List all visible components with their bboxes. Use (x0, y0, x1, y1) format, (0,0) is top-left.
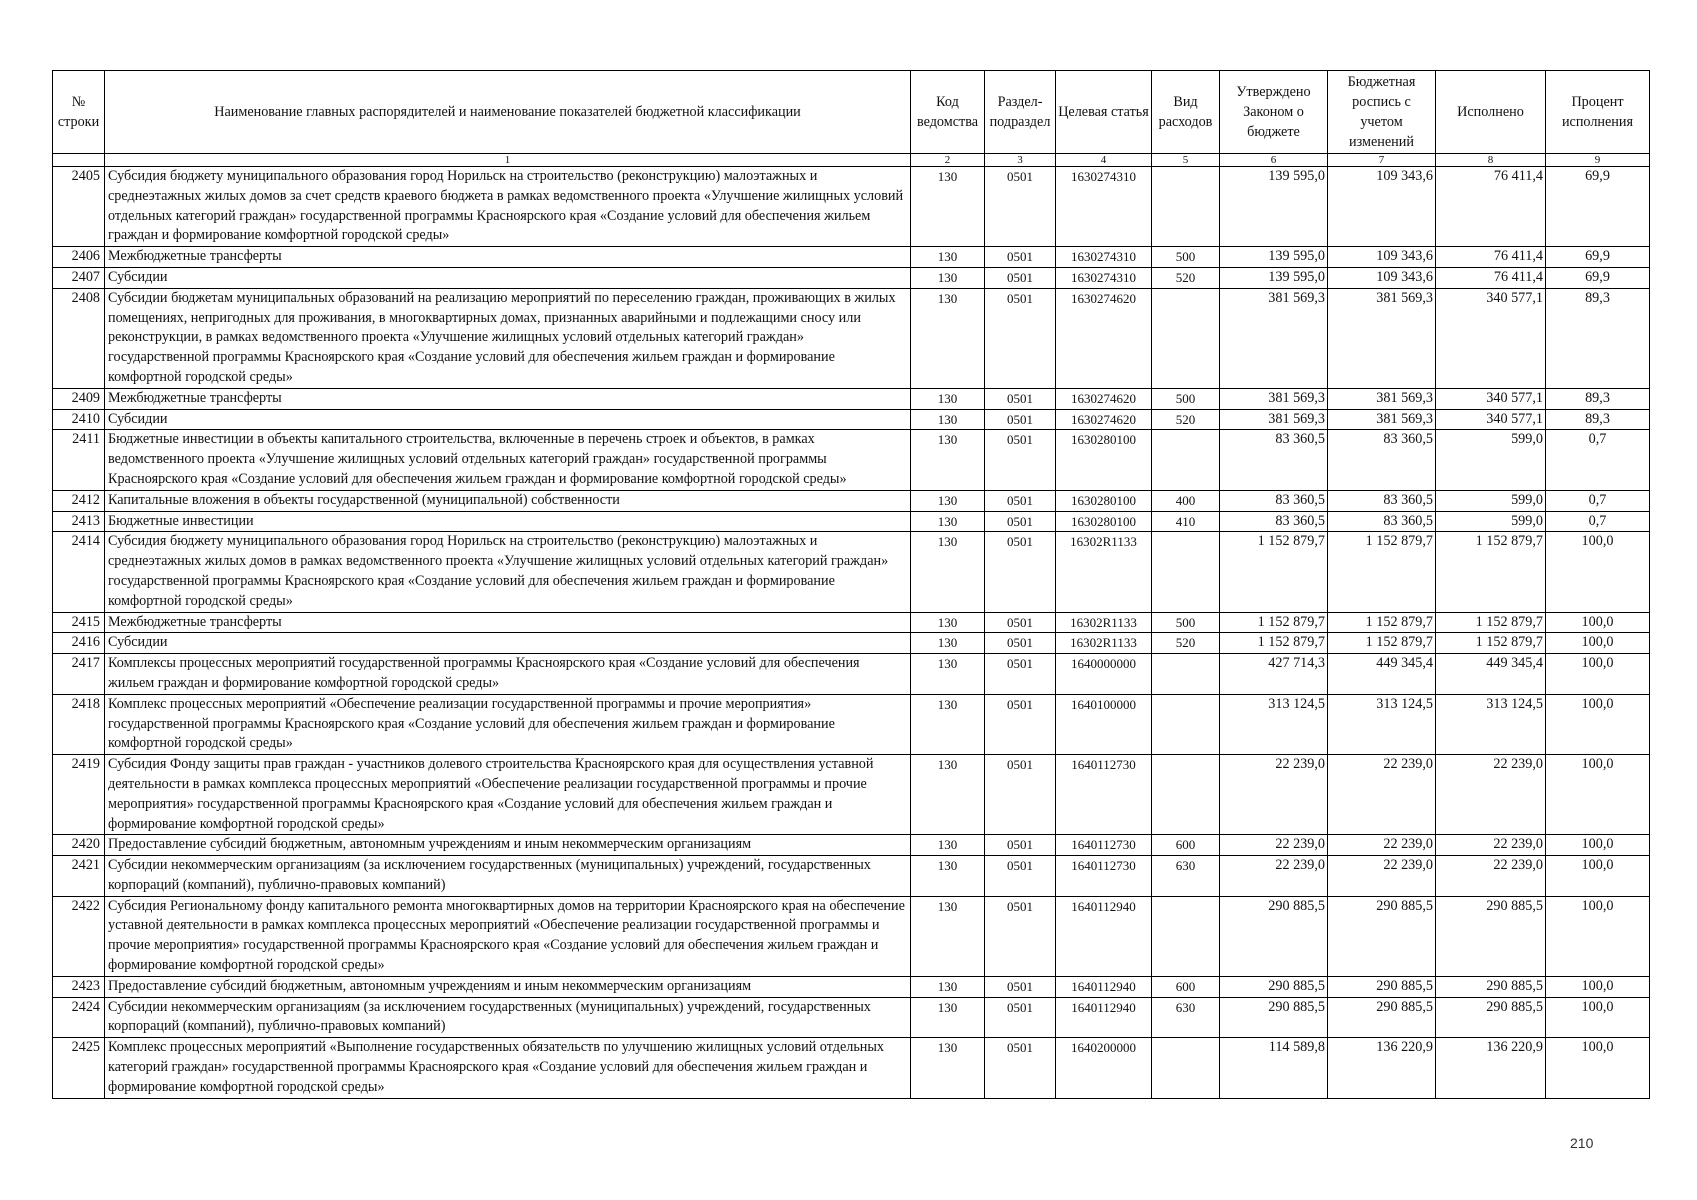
table-row (53, 896, 1650, 976)
column-number (53, 154, 105, 167)
schedule-amount: 109 343,6 (1328, 167, 1436, 247)
target-article: 1640112730 (1056, 835, 1152, 856)
expense-type (1152, 755, 1220, 835)
row-number: 2407 (53, 267, 105, 288)
table-row (53, 430, 1650, 490)
expense-type: 600 (1152, 976, 1220, 997)
column-number: 2 (911, 154, 985, 167)
row-name: Субсидии (105, 633, 911, 654)
target-article: 1630274310 (1056, 167, 1152, 247)
table-row (53, 167, 1650, 247)
target-article: 1640112730 (1056, 856, 1152, 897)
percent-executed: 100,0 (1546, 896, 1650, 976)
row-name: Межбюджетные трансферты (105, 612, 911, 633)
expense-type: 400 (1152, 490, 1220, 511)
row-name: Межбюджетные трансферты (105, 247, 911, 268)
department-code: 130 (911, 694, 985, 754)
row-name: Субсидия бюджету муниципального образования город Норильск на строительство (реконструкцию) малоэтажных и среднеэтажных жилых домов в рамках ведомственного проекта «Улучшение жилищных условий отдельных категорий граждан» государственной программы Красноярского края «Создание условий для обеспечения жильем граждан и формирование комфортной городской среды» (105, 532, 911, 612)
executed-amount: 290 885,5 (1436, 976, 1546, 997)
expense-type: 630 (1152, 997, 1220, 1038)
table-body (53, 167, 1650, 1099)
department-code: 130 (911, 511, 985, 532)
schedule-amount: 83 360,5 (1328, 490, 1436, 511)
row-number: 2419 (53, 755, 105, 835)
department-code: 130 (911, 490, 985, 511)
expense-type (1152, 532, 1220, 612)
section-code: 0501 (985, 654, 1056, 695)
expense-type (1152, 430, 1220, 490)
percent-executed: 100,0 (1546, 856, 1650, 897)
expense-type (1152, 654, 1220, 695)
row-name: Капитальные вложения в объекты государственной (муниципальной) собственности (105, 490, 911, 511)
row-number: 2405 (53, 167, 105, 247)
executed-amount: 1 152 879,7 (1436, 612, 1546, 633)
executed-amount: 1 152 879,7 (1436, 633, 1546, 654)
approved-amount: 381 569,3 (1220, 388, 1328, 409)
executed-amount: 599,0 (1436, 511, 1546, 532)
target-article: 1640112940 (1056, 997, 1152, 1038)
percent-executed: 0,7 (1546, 430, 1650, 490)
row-name: Комплекс процессных мероприятий «Обеспечение реализации государственной программы и прочие мероприятия» государственной программы Красноярского края «Создание условий для обеспечения жильем граждан и формирование комфортной городской среды» (105, 694, 911, 754)
department-code: 130 (911, 430, 985, 490)
column-number: 4 (1056, 154, 1152, 167)
approved-amount: 1 152 879,7 (1220, 532, 1328, 612)
expense-type: 520 (1152, 409, 1220, 430)
department-code: 130 (911, 409, 985, 430)
percent-executed: 100,0 (1546, 612, 1650, 633)
row-number: 2415 (53, 612, 105, 633)
executed-amount: 22 239,0 (1436, 856, 1546, 897)
row-number: 2425 (53, 1038, 105, 1098)
percent-executed: 69,9 (1546, 267, 1650, 288)
executed-amount: 340 577,1 (1436, 388, 1546, 409)
header-approved: Утверждено Законом о бюджете (1220, 71, 1328, 154)
executed-amount: 340 577,1 (1436, 288, 1546, 388)
approved-amount: 114 589,8 (1220, 1038, 1328, 1098)
schedule-amount: 22 239,0 (1328, 835, 1436, 856)
department-code: 130 (911, 654, 985, 695)
department-code: 130 (911, 267, 985, 288)
schedule-amount: 83 360,5 (1328, 430, 1436, 490)
schedule-amount: 381 569,3 (1328, 288, 1436, 388)
approved-amount: 381 569,3 (1220, 288, 1328, 388)
executed-amount: 449 345,4 (1436, 654, 1546, 695)
schedule-amount: 290 885,5 (1328, 896, 1436, 976)
expense-type: 500 (1152, 612, 1220, 633)
target-article: 16302R1133 (1056, 612, 1152, 633)
approved-amount: 290 885,5 (1220, 997, 1328, 1038)
table-row (53, 511, 1650, 532)
table-row (53, 247, 1650, 268)
executed-amount: 313 124,5 (1436, 694, 1546, 754)
row-number: 2422 (53, 896, 105, 976)
target-article: 1640112940 (1056, 896, 1152, 976)
target-article: 1630274310 (1056, 247, 1152, 268)
expense-type: 410 (1152, 511, 1220, 532)
section-code: 0501 (985, 490, 1056, 511)
schedule-amount: 381 569,3 (1328, 409, 1436, 430)
schedule-amount: 83 360,5 (1328, 511, 1436, 532)
department-code: 130 (911, 388, 985, 409)
section-code: 0501 (985, 388, 1056, 409)
row-number: 2423 (53, 976, 105, 997)
department-code: 130 (911, 288, 985, 388)
row-number: 2416 (53, 633, 105, 654)
table-row (53, 997, 1650, 1038)
schedule-amount: 290 885,5 (1328, 976, 1436, 997)
department-code: 130 (911, 896, 985, 976)
expense-type (1152, 288, 1220, 388)
target-article: 16302R1133 (1056, 532, 1152, 612)
schedule-amount: 22 239,0 (1328, 856, 1436, 897)
expense-type (1152, 896, 1220, 976)
department-code: 130 (911, 167, 985, 247)
section-code: 0501 (985, 409, 1056, 430)
row-name: Комплексы процессных мероприятий государственной программы Красноярского края «Создание условий для обеспечения жильем граждан и формирование комфортной городской среды» (105, 654, 911, 695)
header-target-article: Целевая статья (1056, 71, 1152, 154)
percent-executed: 89,3 (1546, 288, 1650, 388)
percent-executed: 0,7 (1546, 490, 1650, 511)
row-name: Субсидии бюджетам муниципальных образований на реализацию мероприятий по переселению граждан, проживающих в жилых помещениях, непригодных для проживания, в многоквартирных домах, признанных аварийными и подлежащими сносу или реконструкции, в рамках ведомственного проекта «Улучшение жилищных условий отдельных категорий граждан» государственной программы Красноярского края «Создание условий для обеспечения жильем граждан и формирование комфортной городской среды» (105, 288, 911, 388)
percent-executed: 89,3 (1546, 409, 1650, 430)
column-number: 6 (1220, 154, 1328, 167)
expense-type (1152, 694, 1220, 754)
percent-executed: 100,0 (1546, 633, 1650, 654)
table-row (53, 755, 1650, 835)
section-code: 0501 (985, 288, 1056, 388)
column-number: 5 (1152, 154, 1220, 167)
percent-executed: 0,7 (1546, 511, 1650, 532)
department-code: 130 (911, 612, 985, 633)
target-article: 1640100000 (1056, 694, 1152, 754)
row-number: 2424 (53, 997, 105, 1038)
approved-amount: 1 152 879,7 (1220, 633, 1328, 654)
section-code: 0501 (985, 694, 1056, 754)
target-article: 1640112730 (1056, 755, 1152, 835)
table-row (53, 490, 1650, 511)
schedule-amount: 290 885,5 (1328, 997, 1436, 1038)
expense-type: 600 (1152, 835, 1220, 856)
percent-executed: 100,0 (1546, 1038, 1650, 1098)
row-name: Субсидии некоммерческим организациям (за исключением государственных (муниципальных) учреждений, государственных корпораций (компаний), публично-правовых компаний) (105, 856, 911, 897)
expense-type: 500 (1152, 388, 1220, 409)
row-name: Бюджетные инвестиции (105, 511, 911, 532)
expense-type (1152, 167, 1220, 247)
department-code: 130 (911, 532, 985, 612)
section-code: 0501 (985, 532, 1056, 612)
section-code: 0501 (985, 167, 1056, 247)
approved-amount: 139 595,0 (1220, 267, 1328, 288)
row-number: 2417 (53, 654, 105, 695)
row-name: Субсидии (105, 267, 911, 288)
percent-executed: 100,0 (1546, 694, 1650, 754)
percent-executed: 100,0 (1546, 654, 1650, 695)
approved-amount: 83 360,5 (1220, 511, 1328, 532)
section-code: 0501 (985, 856, 1056, 897)
department-code: 130 (911, 247, 985, 268)
schedule-amount: 313 124,5 (1328, 694, 1436, 754)
row-number: 2418 (53, 694, 105, 754)
row-name: Субсидия бюджету муниципального образования город Норильск на строительство (реконструкцию) малоэтажных и среднеэтажных жилых домов за счет средств краевого бюджета в рамках ведомственного проекта «Улучшение жилищных условий отдельных категорий граждан» государственной программы Красноярского края «Создание условий для обеспечения жильем граждан и формирование комфортной городской среды» (105, 167, 911, 247)
executed-amount: 290 885,5 (1436, 997, 1546, 1038)
table-row (53, 654, 1650, 695)
department-code: 130 (911, 755, 985, 835)
schedule-amount: 449 345,4 (1328, 654, 1436, 695)
header-department-code: Код ведомства (911, 71, 985, 154)
executed-amount: 1 152 879,7 (1436, 532, 1546, 612)
header-budget-schedule: Бюджетная роспись с учетом изменений (1328, 71, 1436, 154)
target-article: 1630274620 (1056, 288, 1152, 388)
department-code: 130 (911, 976, 985, 997)
header-executed: Исполнено (1436, 71, 1546, 154)
row-name: Бюджетные инвестиции в объекты капитального строительства, включенные в перечень строек и объектов, в рамках ведомственного проекта «Улучшение жилищных условий отдельных категорий граждан» государственной программы Красноярского края «Создание условий для обеспечения жильем граждан и формирование комфортной городской среды» (105, 430, 911, 490)
executed-amount: 76 411,4 (1436, 247, 1546, 268)
schedule-amount: 1 152 879,7 (1328, 633, 1436, 654)
percent-executed: 100,0 (1546, 976, 1650, 997)
row-name: Субсидии (105, 409, 911, 430)
row-name: Комплекс процессных мероприятий «Выполнение государственных обязательств по улучшению жилищных условий отдельных категорий граждан» государственной программы Красноярского края «Создание условий для обеспечения жильем граждан и формирование комфортной городской среды» (105, 1038, 911, 1098)
row-number: 2412 (53, 490, 105, 511)
row-number: 2408 (53, 288, 105, 388)
percent-executed: 100,0 (1546, 755, 1650, 835)
row-number: 2413 (53, 511, 105, 532)
target-article: 1630280100 (1056, 490, 1152, 511)
budget-table-page (52, 70, 1649, 1099)
row-number: 2420 (53, 835, 105, 856)
schedule-amount: 109 343,6 (1328, 267, 1436, 288)
row-number: 2410 (53, 409, 105, 430)
row-name: Субсидия Фонду защиты прав граждан - участников долевого строительства Красноярского края для осуществления уставной деятельности в рамках комплекса процессных мероприятий «Обеспечение реализации государственной программы и прочие мероприятия» государственной программы Красноярского края «Создание условий для обеспечения жильем граждан и формирование комфортной городской среды» (105, 755, 911, 835)
table-row (53, 409, 1650, 430)
row-number: 2414 (53, 532, 105, 612)
approved-amount: 427 714,3 (1220, 654, 1328, 695)
schedule-amount: 1 152 879,7 (1328, 612, 1436, 633)
page-number: 210 (1570, 1135, 1594, 1151)
row-number: 2411 (53, 430, 105, 490)
table-row (53, 835, 1650, 856)
section-code: 0501 (985, 430, 1056, 490)
target-article: 1630274620 (1056, 388, 1152, 409)
schedule-amount: 381 569,3 (1328, 388, 1436, 409)
approved-amount: 290 885,5 (1220, 896, 1328, 976)
section-code: 0501 (985, 755, 1056, 835)
section-code: 0501 (985, 997, 1056, 1038)
column-number: 9 (1546, 154, 1650, 167)
table-row (53, 388, 1650, 409)
expense-type: 520 (1152, 633, 1220, 654)
department-code: 130 (911, 1038, 985, 1098)
approved-amount: 22 239,0 (1220, 755, 1328, 835)
approved-amount: 139 595,0 (1220, 167, 1328, 247)
percent-executed: 89,3 (1546, 388, 1650, 409)
schedule-amount: 22 239,0 (1328, 755, 1436, 835)
target-article: 16302R1133 (1056, 633, 1152, 654)
target-article: 1640000000 (1056, 654, 1152, 695)
section-code: 0501 (985, 511, 1056, 532)
percent-executed: 69,9 (1546, 167, 1650, 247)
row-name: Субсидии некоммерческим организациям (за исключением государственных (муниципальных) учреждений, государственных корпораций (компаний), публично-правовых компаний) (105, 997, 911, 1038)
department-code: 130 (911, 835, 985, 856)
executed-amount: 22 239,0 (1436, 755, 1546, 835)
target-article: 1630274620 (1056, 409, 1152, 430)
target-article: 1640112940 (1056, 976, 1152, 997)
target-article: 1630280100 (1056, 511, 1152, 532)
section-code: 0501 (985, 633, 1056, 654)
approved-amount: 381 569,3 (1220, 409, 1328, 430)
schedule-amount: 109 343,6 (1328, 247, 1436, 268)
department-code: 130 (911, 997, 985, 1038)
executed-amount: 76 411,4 (1436, 167, 1546, 247)
executed-amount: 599,0 (1436, 490, 1546, 511)
expense-type: 500 (1152, 247, 1220, 268)
approved-amount: 83 360,5 (1220, 430, 1328, 490)
schedule-amount: 136 220,9 (1328, 1038, 1436, 1098)
target-article: 1630274310 (1056, 267, 1152, 288)
department-code: 130 (911, 856, 985, 897)
column-number: 8 (1436, 154, 1546, 167)
row-name: Предоставление субсидий бюджетным, автономным учреждениям и иным некоммерческим организациям (105, 835, 911, 856)
table-row (53, 532, 1650, 612)
approved-amount: 22 239,0 (1220, 835, 1328, 856)
section-code: 0501 (985, 612, 1056, 633)
expense-type (1152, 1038, 1220, 1098)
section-code: 0501 (985, 267, 1056, 288)
row-number: 2406 (53, 247, 105, 268)
expense-type: 520 (1152, 267, 1220, 288)
table-row (53, 267, 1650, 288)
header-row-number: № строки (53, 71, 105, 154)
approved-amount: 313 124,5 (1220, 694, 1328, 754)
executed-amount: 76 411,4 (1436, 267, 1546, 288)
header-expense-type: Вид расходов (1152, 71, 1220, 154)
department-code: 130 (911, 633, 985, 654)
target-article: 1640200000 (1056, 1038, 1152, 1098)
column-number: 1 (105, 154, 911, 167)
table-row (53, 633, 1650, 654)
approved-amount: 22 239,0 (1220, 856, 1328, 897)
percent-executed: 100,0 (1546, 835, 1650, 856)
column-number: 3 (985, 154, 1056, 167)
executed-amount: 599,0 (1436, 430, 1546, 490)
table-row (53, 288, 1650, 388)
executed-amount: 290 885,5 (1436, 896, 1546, 976)
column-numbers-row (53, 154, 1650, 167)
row-name: Межбюджетные трансферты (105, 388, 911, 409)
executed-amount: 22 239,0 (1436, 835, 1546, 856)
table-row (53, 694, 1650, 754)
table-row (53, 976, 1650, 997)
approved-amount: 83 360,5 (1220, 490, 1328, 511)
section-code: 0501 (985, 247, 1056, 268)
header-section: Раздел-подраздел (985, 71, 1056, 154)
section-code: 0501 (985, 1038, 1056, 1098)
executed-amount: 340 577,1 (1436, 409, 1546, 430)
budget-table (52, 70, 1650, 1099)
expense-type: 630 (1152, 856, 1220, 897)
section-code: 0501 (985, 835, 1056, 856)
row-number: 2409 (53, 388, 105, 409)
percent-executed: 100,0 (1546, 532, 1650, 612)
row-name: Предоставление субсидий бюджетным, автономным учреждениям и иным некоммерческим организациям (105, 976, 911, 997)
table-row (53, 856, 1650, 897)
table-row (53, 1038, 1650, 1098)
executed-amount: 136 220,9 (1436, 1038, 1546, 1098)
schedule-amount: 1 152 879,7 (1328, 532, 1436, 612)
section-code: 0501 (985, 976, 1056, 997)
header-name: Наименование главных распорядителей и наименование показателей бюджетной классификации (105, 71, 911, 154)
table-row (53, 612, 1650, 633)
percent-executed: 100,0 (1546, 997, 1650, 1038)
approved-amount: 139 595,0 (1220, 247, 1328, 268)
header-percent: Процент исполнения (1546, 71, 1650, 154)
column-number: 7 (1328, 154, 1436, 167)
percent-executed: 69,9 (1546, 247, 1650, 268)
row-name: Субсидия Региональному фонду капитального ремонта многоквартирных домов на территории Красноярского края на обеспечение уставной деятельности в рамках комплекса процессных мероприятий «Обеспечение реализации государственной программы и прочие мероприятия» государственной программы Красноярского края «Создание условий для обеспечения жильем граждан и формирование комфортной городской среды» (105, 896, 911, 976)
approved-amount: 1 152 879,7 (1220, 612, 1328, 633)
section-code: 0501 (985, 896, 1056, 976)
approved-amount: 290 885,5 (1220, 976, 1328, 997)
row-number: 2421 (53, 856, 105, 897)
target-article: 1630280100 (1056, 430, 1152, 490)
table-header (53, 71, 1650, 167)
